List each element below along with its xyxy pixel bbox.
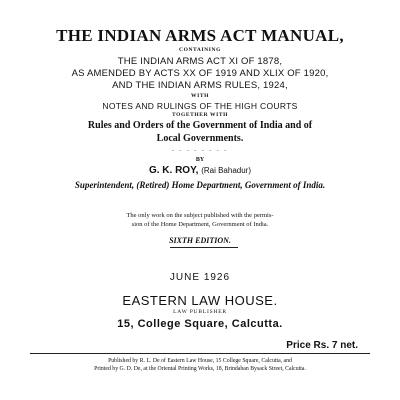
price-label: Price Rs. 7 net. <box>286 340 358 351</box>
footer-rule <box>30 353 370 354</box>
rules-line-2: Local Governments. <box>156 133 244 144</box>
author-position: Superintendent, (Retired) Home Department, Government of India. <box>74 180 326 190</box>
publisher-role: LAW PUBLISHER <box>173 309 227 315</box>
by-label: BY <box>195 157 205 163</box>
ornament-divider: - - - - - - - - <box>171 148 229 154</box>
with-label: WITH <box>191 93 209 99</box>
author-honorific: (Rai Bahadur) <box>201 166 252 175</box>
rules-line-1: Rules and Orders of the Government of India and of <box>87 120 313 131</box>
publisher-name: EASTERN LAW HOUSE. <box>122 293 278 308</box>
imprint-line-1: Published by R. L. De of Eastern Law House, 15 College Square, Calcutta, and <box>108 358 292 364</box>
notes-line: NOTES AND RULINGS OF THE HIGH COURTS <box>102 101 298 111</box>
edition-underline <box>170 247 238 248</box>
book-title: THE INDIAN ARMS ACT MANUAL, <box>56 26 344 45</box>
edition-label: SIXTH EDITION. <box>169 236 231 245</box>
act-line-3: AND THE INDIAN ARMS RULES, 1924, <box>112 80 288 91</box>
author-name: G. K. ROY, <box>148 165 199 176</box>
act-line-2: AS AMENDED BY ACTS XX OF 1919 AND XLIX OF 1920, <box>71 68 329 79</box>
act-line-1: THE INDIAN ARMS ACT XI OF 1878, <box>117 56 283 67</box>
permission-note-line-1: The only work on the subject published with the permis- <box>126 212 274 219</box>
publication-date: JUNE 1926 <box>169 272 231 283</box>
imprint-line-2: Printed by G. D. De, at the Oriental Printing Works, 18, Brindaban Bysack Street, Calcutta. <box>94 366 306 372</box>
author-line <box>0 165 400 176</box>
together-with-label: TOGETHER WITH <box>171 112 229 118</box>
publisher-address: 15, College Square, Calcutta. <box>117 318 283 330</box>
permission-note-line-2: sion of the Home Department, Government of India. <box>131 221 269 228</box>
containing-label: CONTAINING <box>179 47 221 53</box>
